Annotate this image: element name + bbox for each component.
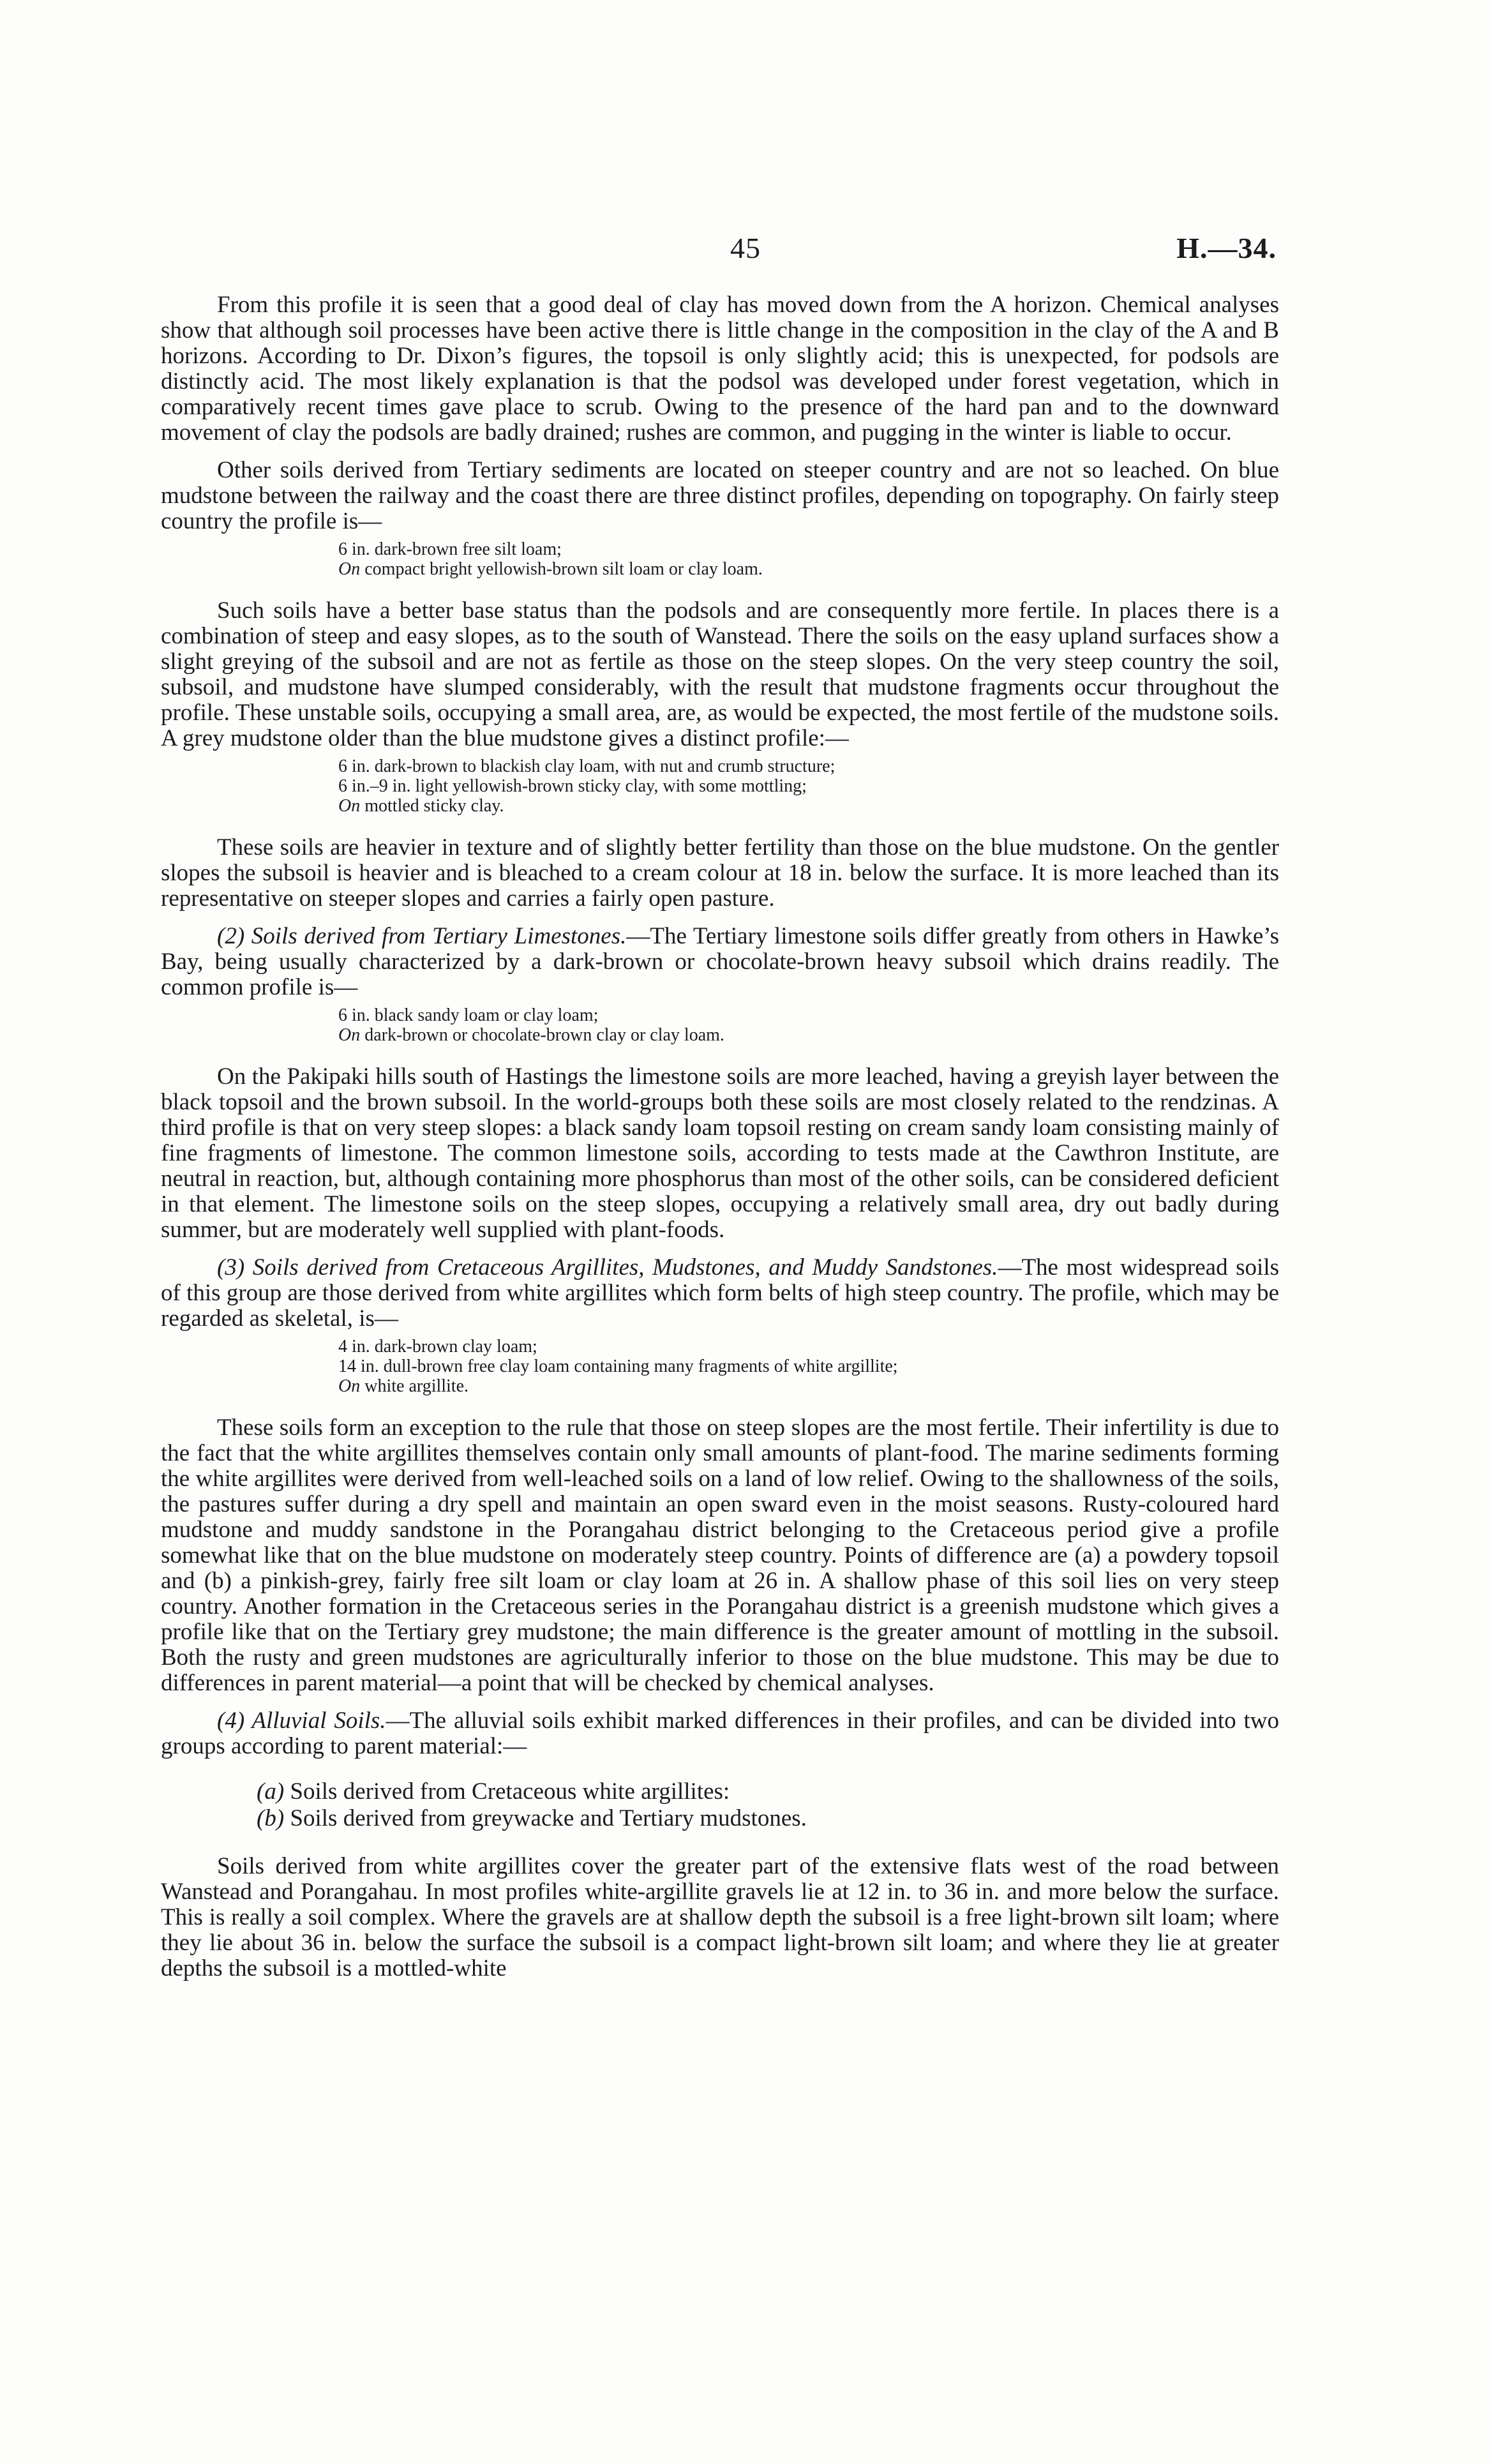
- profile-line: On white argillite.: [338, 1376, 469, 1396]
- list-item: (a) Soils derived from Cretaceous white argillites:: [257, 1778, 730, 1805]
- profile-line: 6 in. dark-brown free silt loam;: [338, 539, 562, 559]
- paragraph-heavier-texture: These soils are heavier in texture and of slightly better fertility than those on the blue mudstone. On the gentler slopes the subsoil is heavier and is bleached to a cream colour at 18 in. below the surface. It is more leached than its representative on steeper slopes and carries a fairly open pasture.: [161, 834, 1279, 912]
- list-item: (b) Soils derived from greywacke and Tertiary mudstones.: [257, 1805, 807, 1831]
- profile-line: 6 in. black sandy loam or clay loam;: [338, 1005, 599, 1025]
- paragraph-podsol-profile: From this profile it is seen that a good deal of clay has moved down from the A horizon. Chemical analyses show that although soil processes have been active there is little change in the composition in the clay of the A and B horizons. According to Dr. Dixon’s figures, the topsoil is only slightly acid; this is unexpected, for podsols are distinctly acid. The most likely explanation is that the podsol was developed under forest vegetation, which in comparatively recent times gave place to scrub. Owing to the presence of the hard pan and to the downward movement of clay the podsols are badly drained; rushes are common, and pugging in the winter is liable to occur.: [161, 292, 1279, 446]
- paragraph-cretaceous-argillites: (3) Soils derived from Cretaceous Argillites, Mudstones, and Muddy Sandstones.—The most widespread soils of this group are those derived from white argillites which form belts of high steep country. The profile, which may be regarded as skeletal, is—: [161, 1254, 1280, 1332]
- paragraph-pakipaki-hills: On the Pakipaki hills south of Hastings the limestone soils are more leached, having a greyish layer between the black topsoil and the brown subsoil. In the world-groups both these soils are most closely related to the rendzinas. A third profile is that on very steep slopes: a black sandy loam topsoil resting on cream sandy loam consisting mainly of fine fragments of limestone. The common limestone soils, according to tests made at the Cawthron Institute, are neutral in reaction, but, although containing more phosphorus than most of the other soils, can be considered deficient in that element. The limestone soils on the steep slopes, occupying a relatively small area, dry out badly during summer, but are moderately well supplied with plant-foods.: [161, 1063, 1279, 1243]
- profile-line: 6 in.–9 in. light yellowish-brown sticky clay, with some mottling;: [338, 776, 807, 796]
- profile-line: 6 in. dark-brown to blackish clay loam, with nut and crumb structure;: [338, 756, 835, 776]
- section-heading: (4) Alluvial Soils.: [217, 1708, 386, 1734]
- section-heading: (2) Soils derived from Tertiary Limestones.: [217, 923, 627, 949]
- soil-profile-limestone: [338, 1005, 1279, 1045]
- alluvial-groups-list: [257, 1778, 1279, 1832]
- paragraph-tertiary-sediments: Other soils derived from Tertiary sediments are located on steeper country and are not so leached. On blue mudstone between the railway and the coast there are three distinct profiles, depending on topography. On fairly steep country the profile is—: [161, 457, 1279, 534]
- paragraph-alluvial-soils: (4) Alluvial Soils.—The alluvial soils exhibit marked differences in their profiles, and can be divided into two groups according to parent material:—: [161, 1708, 1279, 1759]
- profile-line: On mottled sticky clay.: [338, 796, 504, 816]
- paragraph-base-status: Such soils have a better base status than the podsols and are consequently more fertile. In places there is a combination of steep and easy slopes, as to the south of Wanstead. There the soils on the easy upland surfaces show a slight greying of the subsoil and are not as fertile as those on the steep slopes. On the very steep country the soil, subsoil, and mudstone have slumped considerably, with the result that mudstone fragments occur throughout the profile. These unstable soils, occupying a small area, are, as would be expected, the most fertile of the mudstone soils. A grey mudstone older than the blue mudstone gives a distinct profile:—: [161, 597, 1279, 751]
- profile-line: 14 in. dull-brown free clay loam containing many fragments of white argillite;: [338, 1356, 898, 1376]
- paragraph-white-argillite-flats: Soils derived from white argillites cover the greater part of the extensive flats west of the road between Wanstead and Porangahau. In most profiles white-argillite gravels lie at 12 in. to 36 in. and more below the surface. This is really a soil complex. Where the gravels are at shallow depth the subsoil is a free light-brown silt loam; where they lie about 36 in. below the surface the subsoil is a compact light-brown silt loam; and where they lie at greater depths the subsoil is a mottled-white: [161, 1853, 1279, 1981]
- soil-profile-argillite: [338, 1337, 1279, 1396]
- profile-line: On dark-brown or chocolate-brown clay or clay loam.: [338, 1025, 724, 1045]
- section-heading: (3) Soils derived from Cretaceous Argillites, Mudstones, and Muddy Sandstones.: [217, 1254, 998, 1281]
- document-reference: H.—34.: [1176, 232, 1277, 264]
- paragraph-tertiary-limestones: (2) Soils derived from Tertiary Limestones.—The Tertiary limestone soils differ greatly from others in Hawke’s Bay, being usually characterized by a dark-brown or chocolate-brown heavy subsoil which drains readily. The common profile is—: [161, 923, 1279, 1000]
- page-number: 45: [730, 232, 761, 264]
- body-text: [161, 292, 1279, 1994]
- soil-profile-blue-mudstone: [338, 539, 1279, 579]
- profile-line: On compact bright yellowish-brown silt loam or clay loam.: [338, 559, 763, 579]
- paragraph-infertility: These soils form an exception to the rule that those on steep slopes are the most fertile. Their infertility is due to the fact that the white argillites themselves contain only small amounts of plant-food. The marine sediments forming the white argillites were derived from well-leached soils on a land of low relief. Owing to the shallowness of the soils, the pastures suffer during a dry spell and maintain an open sward even in the moist seasons. Rusty-coloured hard mudstone and muddy sandstone in the Porangahau district belonging to the Cretaceous period give a profile somewhat like that on the blue mudstone on moderately steep country. Points of difference are (a) a powdery topsoil and (b) a pinkish-grey, fairly free silt loam or clay loam at 26 in. A shallow phase of this soil lies on very steep country. Another formation in the Cretaceous series in the Porangahau district is a greenish mudstone which gives a profile like that on the Tertiary grey mudstone; the main difference is the greater amount of mottling in the subsoil. Both the rusty and green mudstones are agriculturally inferior to those on the blue mudstone. This may be due to differences in parent material—a point that will be checked by chemical analyses.: [161, 1415, 1279, 1696]
- profile-line: 4 in. dark-brown clay loam;: [338, 1337, 537, 1356]
- soil-profile-grey-mudstone: [338, 756, 1279, 816]
